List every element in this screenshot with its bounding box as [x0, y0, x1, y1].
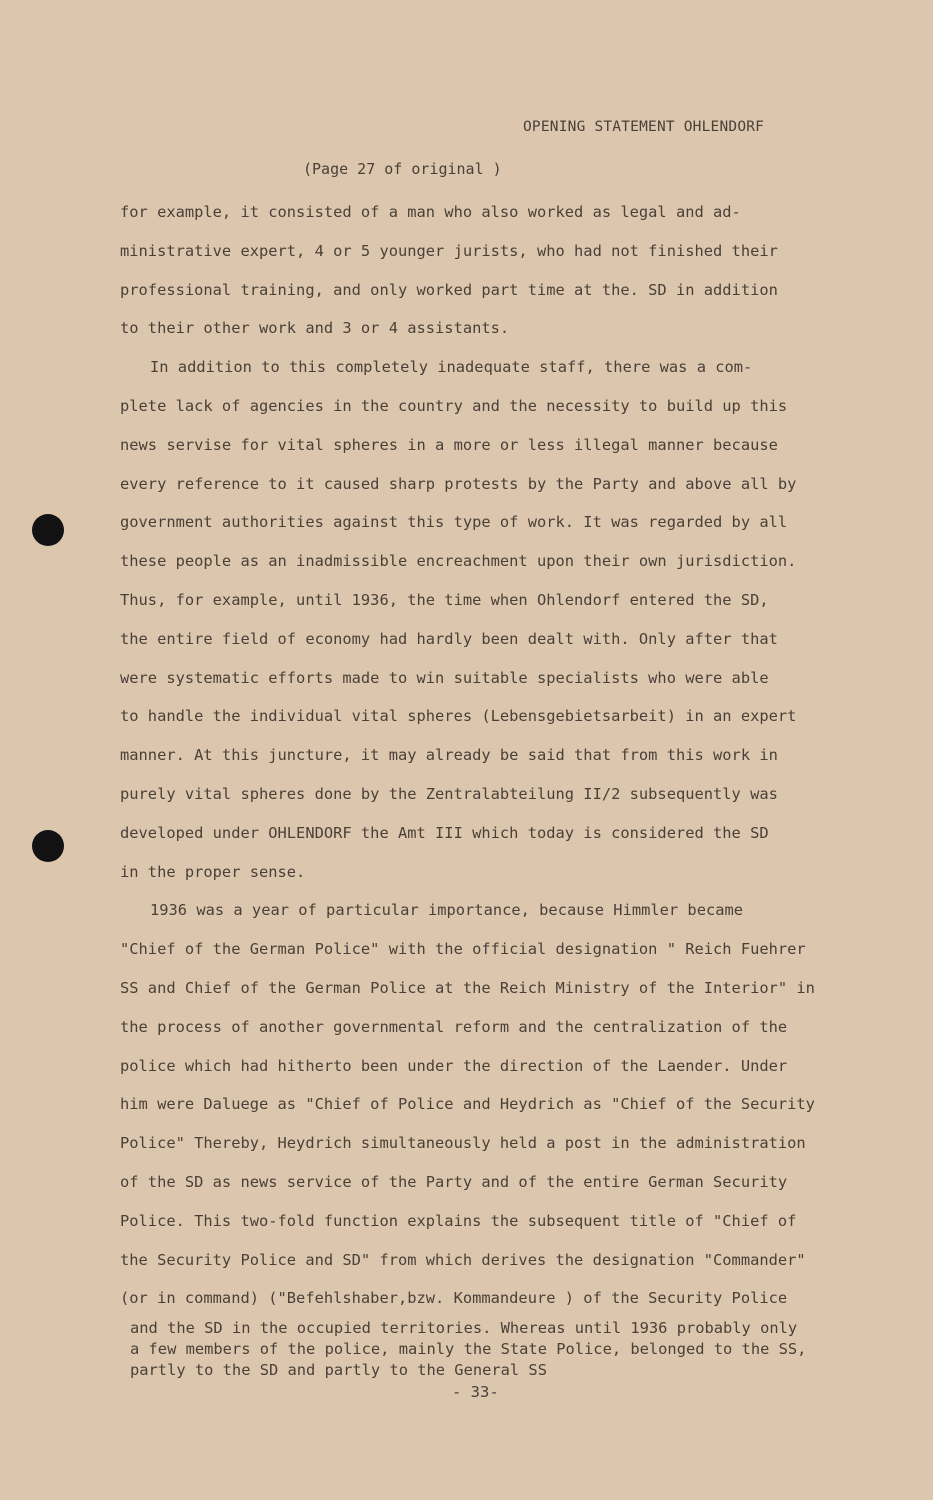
text-line: (or in command) ("Befehlshaber,bzw. Kommandeure ) of the Security Police [120, 1289, 788, 1308]
text-line: in the proper sense. [120, 862, 306, 881]
text-line: plete lack of agencies in the country and the necessity to build up this [120, 396, 788, 415]
text-line: the entire field of economy had hardly been dealt with. Only after that [120, 629, 778, 648]
text-line: ministrative expert, 4 or 5 younger jurists, who had not finished their [120, 241, 778, 260]
text-line: government authorities against this type of work. It was regarded by all [120, 513, 788, 532]
text-line: and the SD in the occupied territories. Whereas until 1936 probably only [130, 1319, 798, 1337]
text-line: In addition to this completely inadequate staff, there was a com- [150, 358, 753, 377]
text-line: Police. This two-fold function explains the subsequent title of "Chief of [120, 1211, 797, 1230]
text-line: him were Daluege as "Chief of Police and Heydrich as "Chief of the Security [120, 1095, 815, 1114]
text-line: SS and Chief of the German Police at the Reich Ministry of the Interior" in [120, 978, 815, 997]
text-line: to handle the individual vital spheres (Lebensgebietsarbeit) in an expert [120, 707, 797, 726]
text-line: the Security Police and SD" from which derives the designation "Commander" [120, 1250, 806, 1269]
document-header: OPENING STATEMENT OHLENDORF [523, 119, 765, 135]
text-line: for example, it consisted of a man who also worked as legal and ad- [120, 203, 741, 221]
text-line: of the SD as news service of the Party and of the entire German Security [120, 1172, 788, 1191]
text-line: manner. At this juncture, it may already be said that from this work in [120, 746, 778, 765]
text-line: professional training, and only worked part time at the. SD in addition [120, 280, 778, 299]
text-line: every reference to it caused sharp protests by the Party and above all by [120, 474, 797, 493]
punch-hole [32, 514, 64, 546]
text-line: the process of another governmental reform and the centralization of the [120, 1017, 788, 1036]
text-line: purely vital spheres done by the Zentralabteilung II/2 subsequently was [120, 784, 778, 803]
body-text [120, 196, 860, 1321]
text-line: 1936 was a year of particular importance, because Himmler became [150, 901, 744, 920]
text-line: news servise for vital spheres in a more or less illegal manner because [120, 435, 778, 454]
body-text-tail [130, 1318, 870, 1381]
text-line: "Chief of the German Police" with the official designation " Reich Fuehrer [120, 940, 806, 959]
text-line: developed under OHLENDORF the Amt III which today is considered the SD [120, 823, 769, 842]
text-line: police which had hitherto been under the direction of the Laender. Under [120, 1056, 788, 1075]
text-line: were systematic efforts made to win suitable specialists who were able [120, 668, 769, 687]
text-line: Police" Thereby, Heydrich simultaneously held a post in the administration [120, 1134, 806, 1153]
text-line: partly to the SD and partly to the General SS [130, 1361, 547, 1379]
text-line: Thus, for example, until 1936, the time when Ohlendorf entered the SD, [120, 590, 769, 609]
text-line: these people as an inadmissible encreachment upon their own jurisdiction. [120, 552, 797, 571]
page-number: - 33- [452, 1383, 499, 1401]
text-line: to their other work and 3 or 4 assistants. [120, 319, 510, 338]
text-line: a few members of the police, mainly the State Police, belonged to the SS, [130, 1340, 807, 1358]
page-reference: (Page 27 of original ) [303, 160, 502, 178]
punch-hole [32, 830, 64, 862]
